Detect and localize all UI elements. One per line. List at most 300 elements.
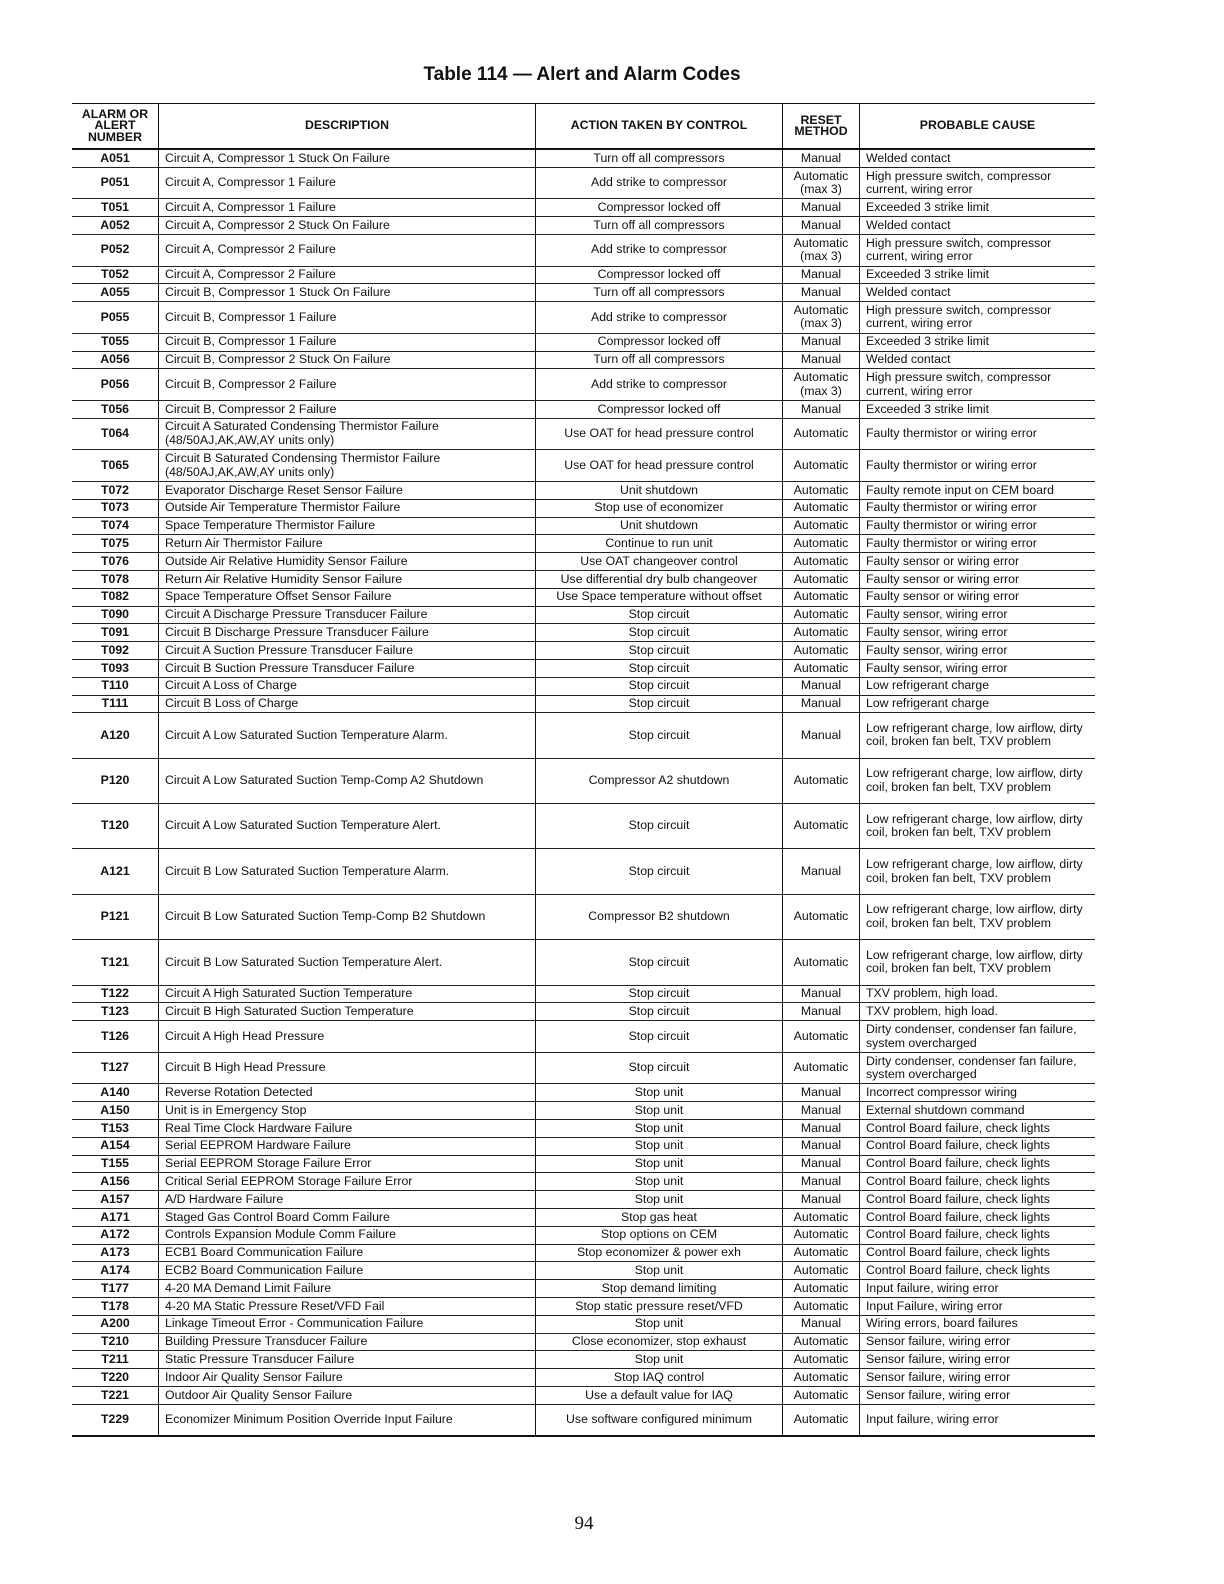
action-taken: Stop unit	[536, 1137, 783, 1155]
probable-cause: Low refrigerant charge, low airflow, dirty coil, broken fan belt, TXV problem	[860, 758, 1096, 803]
reset-method: Manual	[783, 1137, 860, 1155]
reset-method: Automatic	[783, 1333, 860, 1351]
description: Circuit B Low Saturated Suction Temperature Alarm.	[159, 849, 536, 894]
alarm-code: T052	[72, 266, 159, 284]
alarm-code: A051	[72, 149, 159, 167]
alarm-code: T090	[72, 606, 159, 624]
description: Circuit A Loss of Charge	[159, 677, 536, 695]
alarm-code: T056	[72, 400, 159, 418]
description: Circuit B, Compressor 1 Stuck On Failure	[159, 284, 536, 302]
reset-method: Automatic	[783, 1404, 860, 1436]
alarm-code: A156	[72, 1173, 159, 1191]
description: Space Temperature Offset Sensor Failure	[159, 588, 536, 606]
table-title: Table 114 — Alert and Alarm Codes	[423, 64, 741, 85]
alarm-code: T076	[72, 553, 159, 571]
reset-method: Automatic (max 3)	[783, 167, 860, 199]
table-row	[72, 1137, 1095, 1155]
description: Circuit B, Compressor 1 Failure	[159, 302, 536, 334]
alarm-code: P052	[72, 234, 159, 266]
action-taken: Turn off all compressors	[536, 149, 783, 167]
alarm-code: A174	[72, 1262, 159, 1280]
probable-cause: Faulty sensor, wiring error	[860, 624, 1096, 642]
reset-method: Automatic	[783, 1297, 860, 1315]
probable-cause: High pressure switch, compressor current, wiring error	[860, 167, 1096, 199]
description: Space Temperature Thermistor Failure	[159, 517, 536, 535]
probable-cause: Wiring errors, board failures	[860, 1315, 1096, 1333]
table-row	[72, 1244, 1095, 1262]
table-row	[72, 677, 1095, 695]
reset-method: Manual	[783, 333, 860, 351]
table-row	[72, 369, 1095, 401]
probable-cause: Sensor failure, wiring error	[860, 1351, 1096, 1369]
reset-method: Automatic	[783, 517, 860, 535]
table-row	[72, 1155, 1095, 1173]
description: Circuit B, Compressor 2 Failure	[159, 369, 536, 401]
action-taken: Stop circuit	[536, 659, 783, 677]
table-row	[72, 517, 1095, 535]
action-taken: Stop unit	[536, 1155, 783, 1173]
table-row	[72, 149, 1095, 167]
alarm-code: T078	[72, 570, 159, 588]
description: Controls Expansion Module Comm Failure	[159, 1226, 536, 1244]
table-row	[72, 985, 1095, 1003]
probable-cause: Faulty thermistor or wiring error	[860, 499, 1096, 517]
probable-cause: Sensor failure, wiring error	[860, 1386, 1096, 1404]
description: Building Pressure Transducer Failure	[159, 1333, 536, 1351]
action-taken: Stop economizer & power exh	[536, 1244, 783, 1262]
reset-method: Manual	[783, 400, 860, 418]
reset-method: Manual	[783, 199, 860, 217]
table-row	[72, 1102, 1095, 1120]
header-cause: PROBABLE CAUSE	[860, 104, 1096, 150]
reset-method: Automatic	[783, 804, 860, 849]
probable-cause: Faulty sensor, wiring error	[860, 642, 1096, 660]
description: Circuit B Saturated Condensing Thermistor Failure (48/50AJ,AK,AW,AY units only)	[159, 450, 536, 482]
reset-method: Manual	[783, 1173, 860, 1191]
action-taken: Stop circuit	[536, 624, 783, 642]
table-row	[72, 1386, 1095, 1404]
action-taken: Stop circuit	[536, 695, 783, 713]
reset-method: Manual	[783, 1315, 860, 1333]
probable-cause: High pressure switch, compressor current, wiring error	[860, 369, 1096, 401]
action-taken: Stop circuit	[536, 804, 783, 849]
description: ECB2 Board Communication Failure	[159, 1262, 536, 1280]
alarm-code: A172	[72, 1226, 159, 1244]
alarm-code: T210	[72, 1333, 159, 1351]
action-taken: Stop circuit	[536, 677, 783, 695]
probable-cause: Faulty sensor or wiring error	[860, 570, 1096, 588]
reset-method: Manual	[783, 677, 860, 695]
probable-cause: Dirty condenser, condenser fan failure, system overcharged	[860, 1021, 1096, 1053]
description: Circuit A Low Saturated Suction Temp-Comp A2 Shutdown	[159, 758, 536, 803]
reset-method: Automatic	[783, 1021, 860, 1053]
table-row	[72, 588, 1095, 606]
description: Return Air Thermistor Failure	[159, 535, 536, 553]
reset-method: Manual	[783, 1084, 860, 1102]
alarm-code: A056	[72, 351, 159, 369]
table-row	[72, 1333, 1095, 1351]
reset-method: Automatic	[783, 1351, 860, 1369]
alarm-code: T221	[72, 1386, 159, 1404]
probable-cause: Exceeded 3 strike limit	[860, 333, 1096, 351]
action-taken: Close economizer, stop exhaust	[536, 1333, 783, 1351]
probable-cause: Control Board failure, check lights	[860, 1137, 1096, 1155]
alarm-code: T110	[72, 677, 159, 695]
probable-cause: High pressure switch, compressor current, wiring error	[860, 234, 1096, 266]
alarm-code: T064	[72, 418, 159, 450]
description: Circuit B Loss of Charge	[159, 695, 536, 713]
action-taken: Stop unit	[536, 1120, 783, 1138]
description: Circuit B Suction Pressure Transducer Failure	[159, 659, 536, 677]
probable-cause: Dirty condenser, condenser fan failure, system overcharged	[860, 1052, 1096, 1084]
table-row	[72, 804, 1095, 849]
reset-method: Manual	[783, 985, 860, 1003]
probable-cause: Faulty sensor, wiring error	[860, 659, 1096, 677]
alert-alarm-table	[72, 103, 1095, 1437]
reset-method: Manual	[783, 351, 860, 369]
action-taken: Stop circuit	[536, 849, 783, 894]
action-taken: Compressor B2 shutdown	[536, 894, 783, 939]
reset-method: Automatic	[783, 659, 860, 677]
table-row	[72, 499, 1095, 517]
alarm-code: A154	[72, 1137, 159, 1155]
alarm-code: T073	[72, 499, 159, 517]
probable-cause: Low refrigerant charge	[860, 677, 1096, 695]
alarm-code: T072	[72, 481, 159, 499]
reset-method: Automatic	[783, 1209, 860, 1227]
header-code: ALARM OR ALERT NUMBER	[72, 104, 159, 150]
reset-method: Manual	[783, 1102, 860, 1120]
table-row	[72, 351, 1095, 369]
alarm-code: T127	[72, 1052, 159, 1084]
alarm-code: T211	[72, 1351, 159, 1369]
alarm-code: T120	[72, 804, 159, 849]
action-taken: Add strike to compressor	[536, 302, 783, 334]
action-taken: Stop circuit	[536, 642, 783, 660]
description: Linkage Timeout Error - Communication Failure	[159, 1315, 536, 1333]
table-row	[72, 1120, 1095, 1138]
probable-cause: Incorrect compressor wiring	[860, 1084, 1096, 1102]
description: Outdoor Air Quality Sensor Failure	[159, 1386, 536, 1404]
table-row	[72, 333, 1095, 351]
table-row	[72, 642, 1095, 660]
probable-cause: Welded contact	[860, 351, 1096, 369]
header-action: ACTION TAKEN BY CONTROL	[536, 104, 783, 150]
alarm-code: A157	[72, 1191, 159, 1209]
action-taken: Use a default value for IAQ	[536, 1386, 783, 1404]
action-taken: Stop circuit	[536, 1052, 783, 1084]
probable-cause: TXV problem, high load.	[860, 985, 1096, 1003]
header-description: DESCRIPTION	[159, 104, 536, 150]
probable-cause: Faulty sensor or wiring error	[860, 553, 1096, 571]
reset-method: Automatic	[783, 1052, 860, 1084]
description: Circuit B, Compressor 1 Failure	[159, 333, 536, 351]
probable-cause: Control Board failure, check lights	[860, 1120, 1096, 1138]
alarm-code: T051	[72, 199, 159, 217]
probable-cause: Input failure, wiring error	[860, 1280, 1096, 1298]
table-row	[72, 1369, 1095, 1387]
action-taken: Stop unit	[536, 1315, 783, 1333]
description: Staged Gas Control Board Comm Failure	[159, 1209, 536, 1227]
table-row	[72, 606, 1095, 624]
probable-cause: Control Board failure, check lights	[860, 1191, 1096, 1209]
description: Circuit A, Compressor 2 Stuck On Failure	[159, 217, 536, 235]
alarm-code: P055	[72, 302, 159, 334]
action-taken: Use OAT for head pressure control	[536, 418, 783, 450]
table-row	[72, 1052, 1095, 1084]
action-taken: Stop unit	[536, 1084, 783, 1102]
action-taken: Unit shutdown	[536, 481, 783, 499]
description: Circuit A Low Saturated Suction Temperature Alert.	[159, 804, 536, 849]
action-taken: Add strike to compressor	[536, 167, 783, 199]
alarm-code: T220	[72, 1369, 159, 1387]
reset-method: Automatic	[783, 1226, 860, 1244]
table-row	[72, 535, 1095, 553]
alarm-code: T126	[72, 1021, 159, 1053]
action-taken: Stop unit	[536, 1173, 783, 1191]
alarm-code: T093	[72, 659, 159, 677]
action-taken: Compressor locked off	[536, 333, 783, 351]
description: A/D Hardware Failure	[159, 1191, 536, 1209]
alarm-code: A055	[72, 284, 159, 302]
action-taken: Use differential dry bulb changeover	[536, 570, 783, 588]
reset-method: Automatic	[783, 940, 860, 985]
description: Indoor Air Quality Sensor Failure	[159, 1369, 536, 1387]
alarm-code: T091	[72, 624, 159, 642]
table-row	[72, 167, 1095, 199]
alarm-code: A121	[72, 849, 159, 894]
action-taken: Add strike to compressor	[536, 369, 783, 401]
description: Circuit A High Saturated Suction Temperature	[159, 985, 536, 1003]
alarm-code: A150	[72, 1102, 159, 1120]
alarm-code: A120	[72, 713, 159, 758]
description: Serial EEPROM Storage Failure Error	[159, 1155, 536, 1173]
probable-cause: Low refrigerant charge, low airflow, dirty coil, broken fan belt, TXV problem	[860, 804, 1096, 849]
alarm-code: T074	[72, 517, 159, 535]
alarm-code: T123	[72, 1003, 159, 1021]
reset-method: Manual	[783, 849, 860, 894]
reset-method: Manual	[783, 1003, 860, 1021]
action-taken: Stop unit	[536, 1191, 783, 1209]
probable-cause: Welded contact	[860, 284, 1096, 302]
alarm-code: T155	[72, 1155, 159, 1173]
action-taken: Use OAT changeover control	[536, 553, 783, 571]
table-row	[72, 553, 1095, 571]
reset-method: Automatic	[783, 553, 860, 571]
probable-cause: Exceeded 3 strike limit	[860, 400, 1096, 418]
alarm-code: T121	[72, 940, 159, 985]
probable-cause: Input failure, wiring error	[860, 1404, 1096, 1436]
reset-method: Manual	[783, 266, 860, 284]
probable-cause: Faulty sensor or wiring error	[860, 588, 1096, 606]
table-row	[72, 1191, 1095, 1209]
table-row	[72, 849, 1095, 894]
description: Static Pressure Transducer Failure	[159, 1351, 536, 1369]
description: Reverse Rotation Detected	[159, 1084, 536, 1102]
probable-cause: Faulty sensor, wiring error	[860, 606, 1096, 624]
description: Critical Serial EEPROM Storage Failure Error	[159, 1173, 536, 1191]
table-row	[72, 624, 1095, 642]
probable-cause: Low refrigerant charge, low airflow, dirty coil, broken fan belt, TXV problem	[860, 713, 1096, 758]
description: Circuit A Saturated Condensing Thermistor Failure (48/50AJ,AK,AW,AY units only)	[159, 418, 536, 450]
reset-method: Automatic (max 3)	[783, 234, 860, 266]
action-taken: Stop IAQ control	[536, 1369, 783, 1387]
table-row	[72, 1084, 1095, 1102]
description: Circuit B High Saturated Suction Temperature	[159, 1003, 536, 1021]
table-row	[72, 659, 1095, 677]
table-row	[72, 284, 1095, 302]
alarm-code: T153	[72, 1120, 159, 1138]
probable-cause: Control Board failure, check lights	[860, 1226, 1096, 1244]
action-taken: Unit shutdown	[536, 517, 783, 535]
page-number: 94	[574, 1513, 594, 1534]
probable-cause: Control Board failure, check lights	[860, 1173, 1096, 1191]
action-taken: Stop unit	[536, 1102, 783, 1120]
action-taken: Stop unit	[536, 1262, 783, 1280]
probable-cause: High pressure switch, compressor current, wiring error	[860, 302, 1096, 334]
table-row	[72, 450, 1095, 482]
description: Circuit A Discharge Pressure Transducer Failure	[159, 606, 536, 624]
alarm-code: T092	[72, 642, 159, 660]
reset-method: Automatic	[783, 624, 860, 642]
description: Circuit A, Compressor 2 Failure	[159, 234, 536, 266]
probable-cause: Exceeded 3 strike limit	[860, 199, 1096, 217]
description: ECB1 Board Communication Failure	[159, 1244, 536, 1262]
reset-method: Manual	[783, 149, 860, 167]
probable-cause: Sensor failure, wiring error	[860, 1369, 1096, 1387]
action-taken: Use OAT for head pressure control	[536, 450, 783, 482]
reset-method: Automatic	[783, 758, 860, 803]
description: Circuit A Suction Pressure Transducer Failure	[159, 642, 536, 660]
probable-cause: Faulty thermistor or wiring error	[860, 418, 1096, 450]
probable-cause: Welded contact	[860, 217, 1096, 235]
table-row	[72, 695, 1095, 713]
action-taken: Stop circuit	[536, 1021, 783, 1053]
reset-method: Manual	[783, 695, 860, 713]
table-row	[72, 570, 1095, 588]
description: Circuit B, Compressor 2 Stuck On Failure	[159, 351, 536, 369]
action-taken: Stop circuit	[536, 606, 783, 624]
description: Unit is in Emergency Stop	[159, 1102, 536, 1120]
description: Serial EEPROM Hardware Failure	[159, 1137, 536, 1155]
header-reset: RESET METHOD	[783, 104, 860, 150]
probable-cause: Low refrigerant charge	[860, 695, 1096, 713]
reset-method: Automatic (max 3)	[783, 302, 860, 334]
description: Circuit B, Compressor 2 Failure	[159, 400, 536, 418]
reset-method: Automatic	[783, 1262, 860, 1280]
probable-cause: Faulty thermistor or wiring error	[860, 450, 1096, 482]
action-taken: Compressor locked off	[536, 400, 783, 418]
reset-method: Automatic	[783, 570, 860, 588]
table-row	[72, 940, 1095, 985]
alarm-code: P120	[72, 758, 159, 803]
reset-method: Automatic	[783, 418, 860, 450]
description: 4-20 MA Static Pressure Reset/VFD Fail	[159, 1297, 536, 1315]
reset-method: Automatic	[783, 894, 860, 939]
table-row	[72, 1297, 1095, 1315]
table-row	[72, 400, 1095, 418]
action-taken: Use Space temperature without offset	[536, 588, 783, 606]
reset-method: Automatic	[783, 642, 860, 660]
action-taken: Stop demand limiting	[536, 1280, 783, 1298]
action-taken: Compressor locked off	[536, 266, 783, 284]
alarm-code: A052	[72, 217, 159, 235]
action-taken: Add strike to compressor	[536, 234, 783, 266]
table-row	[72, 266, 1095, 284]
probable-cause: Control Board failure, check lights	[860, 1262, 1096, 1280]
table-row	[72, 1351, 1095, 1369]
table-row	[72, 1404, 1095, 1436]
reset-method: Automatic	[783, 450, 860, 482]
alarm-code: T122	[72, 985, 159, 1003]
description: Circuit B Low Saturated Suction Temp-Comp B2 Shutdown	[159, 894, 536, 939]
reset-method: Automatic	[783, 606, 860, 624]
probable-cause: Input Failure, wiring error	[860, 1297, 1096, 1315]
description: Circuit A, Compressor 1 Failure	[159, 167, 536, 199]
reset-method: Manual	[783, 713, 860, 758]
alarm-code: T177	[72, 1280, 159, 1298]
alarm-code: P056	[72, 369, 159, 401]
description: Outside Air Relative Humidity Sensor Failure	[159, 553, 536, 571]
action-taken: Turn off all compressors	[536, 217, 783, 235]
reset-method: Automatic	[783, 499, 860, 517]
reset-method: Automatic	[783, 1280, 860, 1298]
description: Economizer Minimum Position Override Input Failure	[159, 1404, 536, 1436]
alarm-code: T055	[72, 333, 159, 351]
reset-method: Automatic (max 3)	[783, 369, 860, 401]
reset-method: Automatic	[783, 1369, 860, 1387]
action-taken: Compressor locked off	[536, 199, 783, 217]
description: Circuit A, Compressor 2 Failure	[159, 266, 536, 284]
reset-method: Manual	[783, 1155, 860, 1173]
action-taken: Stop options on CEM	[536, 1226, 783, 1244]
reset-method: Manual	[783, 1120, 860, 1138]
probable-cause: Faulty thermistor or wiring error	[860, 535, 1096, 553]
reset-method: Automatic	[783, 535, 860, 553]
reset-method: Automatic	[783, 1386, 860, 1404]
description: Return Air Relative Humidity Sensor Failure	[159, 570, 536, 588]
alarm-code: T065	[72, 450, 159, 482]
probable-cause: Control Board failure, check lights	[860, 1209, 1096, 1227]
description: Real Time Clock Hardware Failure	[159, 1120, 536, 1138]
description: Circuit B High Head Pressure	[159, 1052, 536, 1084]
table-body	[72, 149, 1095, 1436]
description: Circuit B Low Saturated Suction Temperature Alert.	[159, 940, 536, 985]
action-taken: Use software configured minimum	[536, 1404, 783, 1436]
table-row	[72, 302, 1095, 334]
table-row	[72, 1280, 1095, 1298]
action-taken: Turn off all compressors	[536, 284, 783, 302]
action-taken: Stop circuit	[536, 940, 783, 985]
probable-cause: Low refrigerant charge, low airflow, dirty coil, broken fan belt, TXV problem	[860, 849, 1096, 894]
alarm-code: T111	[72, 695, 159, 713]
probable-cause: Sensor failure, wiring error	[860, 1333, 1096, 1351]
probable-cause: Low refrigerant charge, low airflow, dirty coil, broken fan belt, TXV problem	[860, 894, 1096, 939]
action-taken: Stop use of economizer	[536, 499, 783, 517]
description: Circuit A Low Saturated Suction Temperature Alarm.	[159, 713, 536, 758]
table-row	[72, 481, 1095, 499]
table-row	[72, 199, 1095, 217]
action-taken: Turn off all compressors	[536, 351, 783, 369]
table-row	[72, 234, 1095, 266]
action-taken: Stop circuit	[536, 713, 783, 758]
table-row	[72, 758, 1095, 803]
description: Circuit B Discharge Pressure Transducer Failure	[159, 624, 536, 642]
alarm-code: T178	[72, 1297, 159, 1315]
table-row	[72, 894, 1095, 939]
alarm-code: T229	[72, 1404, 159, 1436]
table-row	[72, 1262, 1095, 1280]
